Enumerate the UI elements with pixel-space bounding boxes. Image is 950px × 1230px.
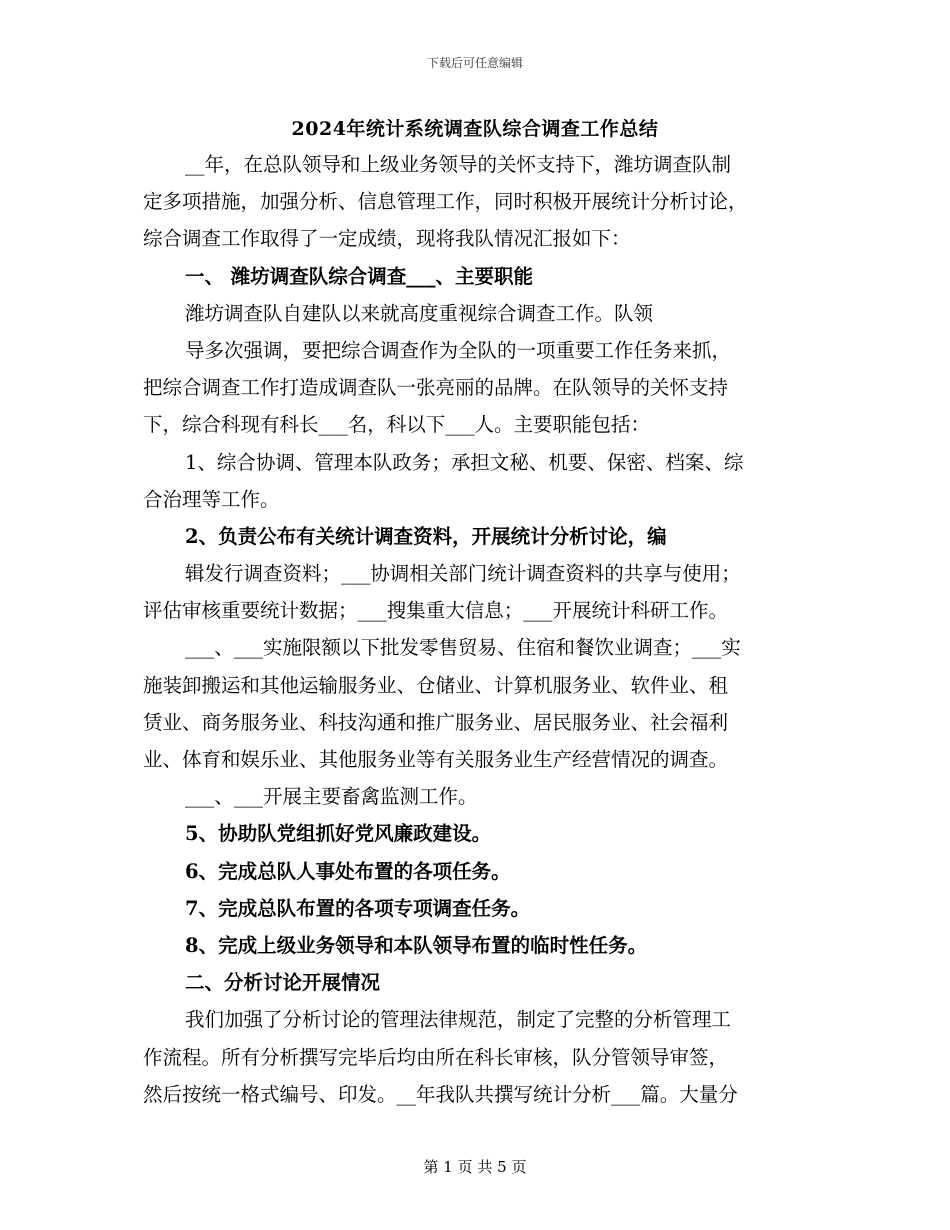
text-line: 赁业、商务服务业、科技沟通和推广服务业、居民服务业、社会福利 — [143, 710, 729, 734]
text-line: 然后按统一格式编号、印发。__年我队共撰写统计分析___篇。大量分 — [143, 1082, 738, 1106]
text-line: 一、 潍坊调查队综合调查___、主要职能 — [185, 264, 534, 288]
text-line: 导多次强调，要把综合调查作为全队的一项重要工作任务来抓， — [185, 338, 732, 362]
text-line: 7、完成总队布置的各项专项调查任务。 — [185, 896, 531, 920]
text-line: 二、分析讨论开展情况 — [185, 971, 381, 995]
text-line: 2、负责公布有关统计调查资料，开展统计分析讨论，编 — [185, 524, 667, 548]
page-header: 下载后可任意编辑 — [426, 56, 523, 70]
text-line: 5、协助队党组抓好党风廉政建设。 — [185, 822, 492, 846]
document-title: 2024年统计系统调查队综合调查工作总结 — [291, 118, 659, 140]
text-line: __年，在总队领导和上级业务领导的关怀支持下，潍坊调查队制 — [185, 153, 732, 176]
text-line: 作流程。所有分析撰写完毕后均由所在科长审核，队分管领导审签， — [143, 1045, 729, 1069]
document-body — [143, 146, 809, 1113]
text-line: 辑发行调查资料；___协调相关部门统计调查资料的共享与使用； — [185, 562, 741, 586]
page-footer: 第 1 页 共 5 页 — [423, 1158, 527, 1176]
text-line: 评估审核重要统计数据；___搜集重大信息；___开展统计科研工作。 — [143, 599, 729, 623]
text-line: 6、完成总队人事处布置的各项任务。 — [185, 859, 511, 883]
text-line: 综合调查工作取得了一定成绩，现将我队情况汇报如下： — [143, 227, 631, 251]
text-line: 把综合调查工作打造成调查队一张亮丽的品牌。在队领导的关怀支持 — [143, 376, 729, 400]
text-line: 潍坊调查队自建队以来就高度重视综合调查工作。队领 — [185, 301, 654, 325]
text-line: 定多项措施，加强分析、信息管理工作，同时积极开展统计分析讨论， — [143, 190, 748, 214]
text-line: 下，综合科现有科长___名，科以下___人。主要职能包括： — [143, 413, 651, 437]
text-line: ___、___开展主要畜禽监测工作。 — [185, 785, 478, 809]
text-line: 我们加强了分析讨论的管理法律规范，制定了完整的分析管理工 — [185, 1008, 732, 1032]
text-line: 施装卸搬运和其他运输服务业、仓储业、计算机服务业、软件业、租 — [143, 673, 729, 697]
text-line: 8、完成上级业务领导和本队领导布置的临时性任务。 — [185, 933, 648, 957]
text-line: 1、综合协调、管理本队政务；承担文秘、机要、保密、档案、综 — [185, 450, 744, 474]
text-line: 业、体育和娱乐业、其他服务业等有关服务业生产经营情况的调查。 — [143, 748, 729, 771]
text-line: ___、___实施限额以下批发零售贸易、住宿和餐饮业调查；___实 — [185, 636, 741, 660]
text-line: 合治理等工作。 — [143, 487, 280, 511]
